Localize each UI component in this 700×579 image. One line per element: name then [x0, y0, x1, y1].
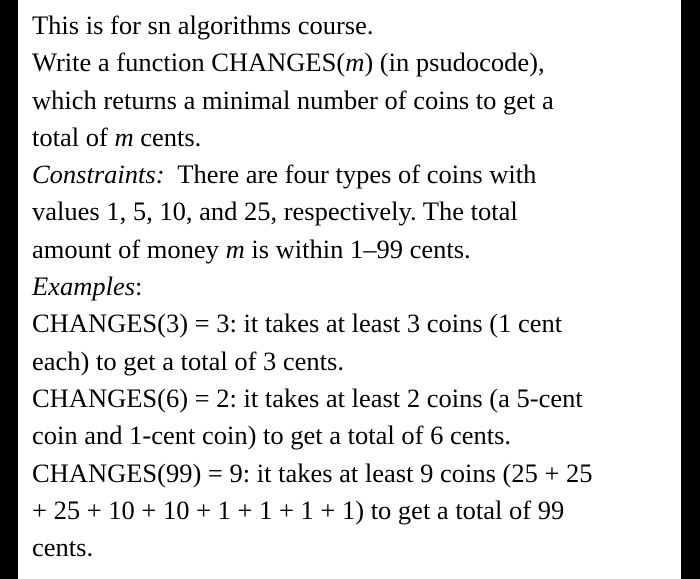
document-page [18, 0, 681, 579]
variable-m: m [114, 121, 134, 152]
constraints-text: There are four types of coins with [164, 159, 537, 190]
example-2-line-1: CHANGES(6) = 2: it takes at least 2 coins (a 5-cent [32, 382, 583, 413]
example-3-line-3: cents. [32, 532, 94, 563]
examples-colon: : [135, 271, 143, 302]
examples-label: Examples [32, 271, 136, 302]
task-line-1 [32, 44, 673, 81]
variable-m: m [345, 47, 365, 78]
example-3-line-2: + 25 + 10 + 10 + 1 + 1 + 1 + 1) to get a total of 99 [32, 494, 565, 525]
constraints-line-3 [32, 231, 673, 268]
variable-m: m [225, 233, 245, 264]
constraints-text: is within 1–99 cents. [244, 233, 471, 264]
example-1-line-2: each) to get a total of 3 cents. [32, 345, 344, 376]
task-text: Write a function CHANGES( [32, 47, 346, 78]
task-text: ) (in psudocode), [364, 47, 545, 78]
task-line-2: which returns a minimal number of coins to get a [32, 84, 554, 115]
example-1-line-1: CHANGES(3) = 3: it takes at least 3 coins (1 cent [32, 308, 563, 339]
intro-line: This is for sn algorithms course. [32, 10, 374, 40]
example-2-line-2: coin and 1-cent coin) to get a total of 6 cents. [32, 420, 512, 451]
task-text: cents. [133, 121, 202, 152]
constraints-label: Constraints: [32, 159, 165, 190]
example-3-line-1: CHANGES(99) = 9: it takes at least 9 coins (25 + 25 [32, 457, 593, 488]
task-text: total of [32, 121, 115, 152]
task-line-3 [32, 119, 673, 156]
constraints-line-1 [32, 156, 673, 193]
constraints-text: amount of money [32, 233, 226, 264]
constraints-line-2: values 1, 5, 10, and 25, respectively. The total [32, 196, 518, 227]
problem-statement [32, 7, 673, 566]
examples-heading [32, 268, 673, 305]
